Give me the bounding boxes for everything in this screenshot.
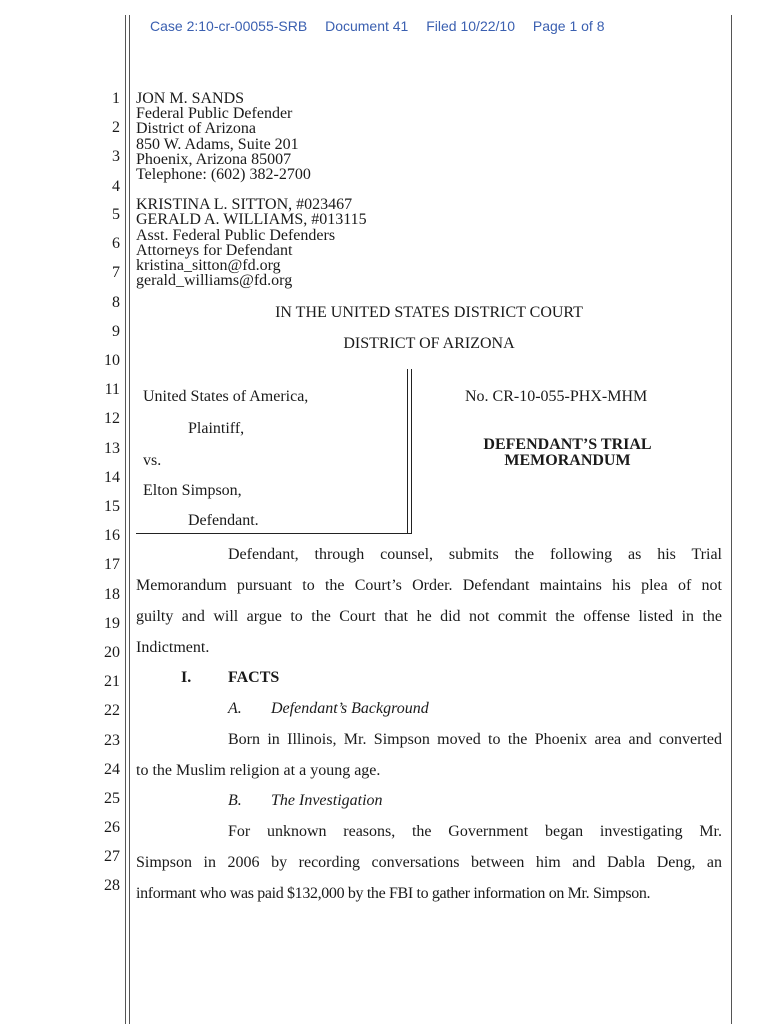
attorney-line: Federal Public Defender <box>136 105 293 123</box>
paragraph-line: to the Muslim religion at a young age. <box>136 762 381 779</box>
line-number: 16 <box>104 527 120 544</box>
plaintiff-role: Plaintiff, <box>188 420 245 437</box>
line-number: 27 <box>104 848 120 865</box>
subsection-heading: Defendant’s Background <box>271 700 429 717</box>
case-number: No. CR-10-055-PHX-MHM <box>465 388 648 405</box>
line-number: 28 <box>104 877 120 894</box>
paragraph-line: guilty and will argue to the Court that he did not commit the offense listed in the <box>136 608 722 625</box>
line-number: 13 <box>104 440 120 457</box>
paragraph-line: Defendant, through counsel, submits the following as his Trial <box>228 546 722 563</box>
filed-date: Filed 10/22/10 <box>426 18 515 34</box>
versus: vs. <box>143 452 162 469</box>
document-title-line-1: DEFENDANT’S TRIAL <box>483 436 652 453</box>
section-number: I. <box>181 669 192 686</box>
attorney-line: Telephone: (602) 382-2700 <box>136 166 311 184</box>
attorney-line: Asst. Federal Public Defenders <box>136 226 336 244</box>
line-number: 9 <box>112 323 120 340</box>
line-number: 20 <box>104 644 120 661</box>
line-number: 3 <box>112 148 120 165</box>
line-number: 15 <box>104 498 120 515</box>
attorney-block <box>136 91 367 288</box>
paragraph-line: For unknown reasons, the Government began investigating Mr. <box>228 823 722 840</box>
attorney-spacer <box>136 182 367 197</box>
attorney-line: JON M. SANDS <box>136 90 245 107</box>
line-number: 1 <box>112 90 120 107</box>
line-number: 24 <box>104 761 120 778</box>
attorney-email: kristina_sitton@fd.org <box>136 257 281 275</box>
caption-divider-left <box>407 369 408 534</box>
line-number: 25 <box>104 790 120 807</box>
line-number: 19 <box>104 615 120 632</box>
line-number: 2 <box>112 119 120 136</box>
paragraph-line: Born in Illinois, Mr. Simpson moved to the Phoenix area and converted <box>228 731 722 748</box>
line-number: 5 <box>112 206 120 223</box>
attorney-line: GERALD A. WILLIAMS, #013115 <box>136 211 367 229</box>
attorney-line: 850 W. Adams, Suite 201 <box>136 135 299 153</box>
paragraph-line: Simpson in 2006 by recording conversations between him and Dabla Deng, an <box>136 854 722 871</box>
line-number: 6 <box>112 235 120 252</box>
defendant-role: Defendant. <box>188 512 259 529</box>
section-heading: FACTS <box>228 669 280 686</box>
line-number: 26 <box>104 819 120 836</box>
line-number: 10 <box>104 352 120 369</box>
left-margin-rule-1 <box>125 15 126 1024</box>
subsection-letter: B. <box>228 792 242 809</box>
subsection-heading: The Investigation <box>271 792 383 809</box>
attorney-line: District of Arizona <box>136 120 256 138</box>
document-title-line-2: MEMORANDUM <box>504 452 631 469</box>
line-number: 4 <box>112 178 120 195</box>
left-margin-rule-2 <box>129 15 130 1024</box>
line-number: 21 <box>104 673 120 690</box>
subsection-letter: A. <box>228 700 242 717</box>
paragraph-line: Indictment. <box>136 639 210 656</box>
right-margin-rule <box>731 15 732 1024</box>
attorney-line: Attorneys for Defendant <box>136 241 293 259</box>
case-header <box>150 18 619 34</box>
court-name: IN THE UNITED STATES DISTRICT COURT <box>275 304 583 321</box>
caption-bottom-rule <box>136 533 412 534</box>
line-number: 22 <box>104 702 120 719</box>
attorney-line: Phoenix, Arizona 85007 <box>136 150 292 168</box>
plaintiff-name: United States of America, <box>143 388 309 405</box>
line-number: 14 <box>104 469 120 486</box>
attorney-email: gerald_williams@fd.org <box>136 272 293 290</box>
document-number: Document 41 <box>325 18 409 34</box>
paragraph-line: Memorandum pursuant to the Court’s Order. Defendant maintains his plea of not <box>136 577 722 594</box>
line-number: 18 <box>104 586 120 603</box>
line-number: 12 <box>104 410 120 427</box>
line-number: 11 <box>104 381 120 398</box>
line-number: 8 <box>112 294 120 311</box>
caption-divider-right <box>411 369 412 534</box>
line-number: 17 <box>104 556 120 573</box>
defendant-name: Elton Simpson, <box>143 482 242 499</box>
court-district: DISTRICT OF ARIZONA <box>343 335 515 352</box>
page-indicator: Page 1 of 8 <box>532 18 605 34</box>
attorney-line: KRISTINA L. SITTON, #023467 <box>136 196 353 214</box>
line-number: 7 <box>112 264 120 281</box>
case-number-header: Case 2:10-cr-00055-SRB <box>150 18 308 34</box>
paragraph-line: informant who was paid $132,000 by the FBI to gather information on Mr. Simpson. <box>136 885 651 902</box>
line-number: 23 <box>104 732 120 749</box>
